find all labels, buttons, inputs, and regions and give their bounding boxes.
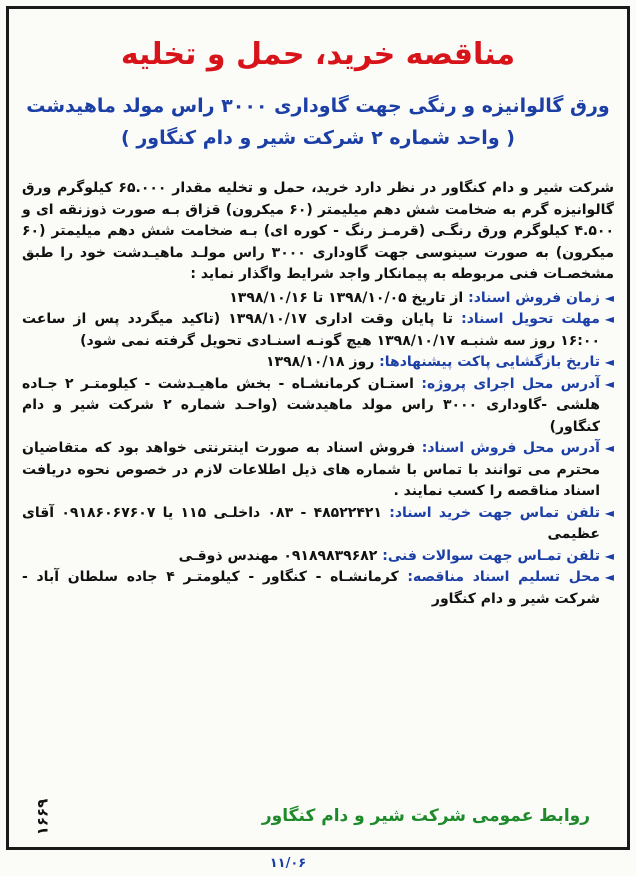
- triangle-bullet-icon: ◄: [604, 505, 614, 520]
- item-label: تاریخ بازگشایی پاکت پیشنهادها:: [379, 354, 600, 370]
- bottom-partial-mark: ۱۱/۰۶: [269, 856, 307, 870]
- item-text: فروش اسناد به صورت اینترنتی خواهد بود که متقاضیان محترم می توانند با تماس با شماره های ذیل اطلاعات لازم در خصوص نحوه دریافت اسناد مناقصه را کسب نمایند .: [22, 440, 600, 499]
- triangle-bullet-icon: ◄: [604, 570, 614, 584]
- notice-subtitle-line2: ( واحد شماره ۲ شرکت شیر و دام کنگاور ): [121, 127, 515, 149]
- notice-subtitle-line1: ورق گالوانیزه و رنگی جهت گاوداری ۳۰۰۰ راس مولد ماهیدشت: [26, 95, 610, 117]
- item-text: از تاریخ ۱۳۹۸/۱۰/۰۵ تا ۱۳۹۸/۱۰/۱۶: [229, 289, 464, 306]
- item-text: روز ۱۳۹۸/۱۰/۱۸: [265, 354, 375, 370]
- item-project-address: [22, 374, 614, 439]
- item-document-delivery-deadline: [22, 309, 614, 352]
- item-purchase-phone: [22, 503, 614, 546]
- item-text: کرمانشـاه - کنگاور - کیلومتـر ۴ جاده سلطان آباد - شرکت شیر و دام کنگاور: [22, 569, 600, 607]
- intro-paragraph: شرکت شیر و دام کنگاور در نظر دارد خرید، حمل و تخلیه مقدار ۶۵.۰۰۰ کیلوگرم ورق گالوانیزه گرم به ضخامت شش دهم میلیمتر (۶۰ میکرون) قزاق بـه صورت ذوزنقه ای و ۴.۵۰۰ کیلوگرم ورق رنگـی (قرمـز رنگ - کوره ای) بـه ضخامت شش دهم میلیمتر (۶۰ میکرون) به صورت سینوسی جهت گاوداری ۳۰۰۰ راس مولـد ماهیـدشت خود را طبق مشخصـات فنی مربوطه به پیمانکار واجد شرایط واگذار نماید :: [22, 180, 614, 282]
- item-label: تلفن تمـاس جهت سوالات فنی:: [382, 547, 600, 564]
- triangle-bullet-icon: ◄: [604, 290, 614, 305]
- item-text: استـان کرمانشـاه - بخش ماهیـدشت - کیلومتـر ۲ جـاده هلشی -گاوداری ۳۰۰۰ راس مولد ماهیدشت (واحـد شماره ۲ شرکت شیر و دام کنگاور): [22, 375, 601, 435]
- notice-body: [22, 178, 614, 610]
- item-label: تلفن تماس جهت خرید اسناد:: [389, 504, 600, 521]
- item-document-sale-address: [22, 438, 614, 503]
- notice-title: مناقصه خرید، حمل و تخلیه: [120, 37, 516, 72]
- public-relations-signature: روابط عمومی شرکت شیر و دام کنگاور: [261, 806, 590, 826]
- item-text: تا پایان وقت اداری ۱۳۹۸/۱۰/۱۷ (تاکید میگردد پس از ساعت ۱۶:۰۰ روز سه شنبـه ۱۳۹۸/۱۰/۱۷ هیچ گونـه اسنـادی تحویل گرفته نمی شود): [22, 311, 600, 349]
- item-text: ۴۸۵۲۲۴۲۱ - ۰۸۳ داخلـی ۱۱۵ یا ۰۹۱۸۶۰۶۷۶۰۷ آقای عظیمی: [22, 504, 600, 542]
- item-technical-phone: [22, 546, 614, 568]
- item-envelope-opening-date: [22, 352, 614, 374]
- triangle-bullet-icon: ◄: [604, 355, 614, 369]
- item-document-sale-time: [22, 288, 614, 310]
- item-text: ۰۹۱۸۹۸۳۹۶۸۲ مهندس ذوقـی: [178, 547, 378, 564]
- triangle-bullet-icon: ◄: [604, 376, 614, 391]
- item-submission-place: [22, 567, 614, 610]
- item-label: آدرس محل اجرای پروژه:: [421, 375, 601, 392]
- triangle-bullet-icon: ◄: [604, 548, 614, 563]
- ad-code-number: ۱۶۶۹: [33, 798, 52, 836]
- item-label: آدرس محل فروش اسناد:: [421, 440, 600, 456]
- item-label: زمان فروش اسناد:: [468, 289, 600, 306]
- item-label: محل تسلیم اسناد مناقصه:: [407, 569, 601, 585]
- triangle-bullet-icon: ◄: [604, 312, 614, 326]
- item-label: مهلت تحویل اسناد:: [461, 311, 600, 327]
- triangle-bullet-icon: ◄: [604, 441, 614, 455]
